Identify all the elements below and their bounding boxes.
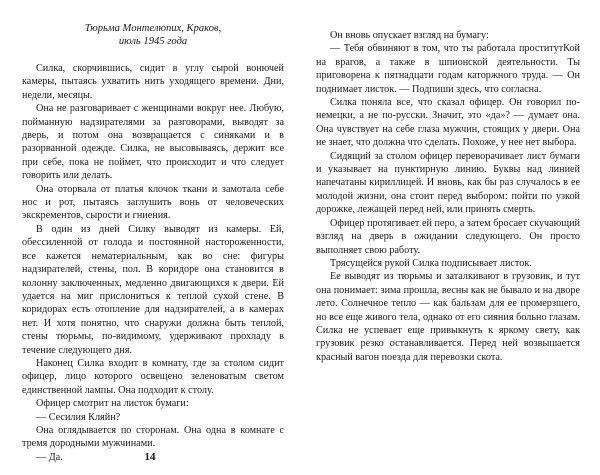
left-page-column [22,0,284,464]
paragraph: В один из дней Силку выводят из камеры. Ей, обессиленной от голода и постоянной настороженности, все кажется нематериальным, как во сне: фигуры надзирателей, стены, пол. В коридоре она становится в колонну заключенных, медленно двигающихся к двери. Ей удается на миг прислониться к теплой сухой стене. В коридорах есть отопление для надзирателей, а в камерах нет. И хотя понятно, что снаружи должна быть теплой, стены тюрьмы, по-видимому, удерживают прохладу в течение следующего дня. [22,223,284,356]
paragraph: Она не разговаривает с женщинами вокруг нее. Любую, пойманную надзирателями за разговорами, выводят за дверь, и потом она возвращается с синяками и в разорванной одежде. Силка, не высовываясь, держит все при себе, пока не поймет, что происходит и что следует говорить или делать. [22,103,284,182]
paragraph: Она оторвала от платья клочок ткани и замотала себе нос и рот, пытаясь заглушить вонь от человеческих экскрементов, сырости и гниения. [22,183,284,222]
heading-date: июль 1945 года [118,36,188,47]
paragraph: Ее выводят из тюрьмы и заталкивают в грузовик, и тут она понимает: зима прошла, весны как не бывало и на дворе лето. Солнечное тепло — как бальзам для ее промерзшего, но все еще живого тела, однако от его сияния больно глазам. Силка не успевает еще привыкнуть к яркому свету, как грузовик резко останавливается. Перед ней возвышается красный вагон поезда для перевозки скота. [316,271,580,363]
paragraph: Она оглядывается по сторонам. Она одна в комнате с тремя дородными мужчинами. [22,424,284,450]
paragraph: Офицер смотрит на листок бумаги: [36,398,189,410]
paragraph: Он вновь опускает взгляд на бумагу: [330,30,489,41]
heading-location: Тюрьма Монтелюпих, Краков, [84,23,222,34]
dialogue-line: — Да. [36,451,63,463]
chapter-heading [22,22,284,48]
paragraph: Силка, скорчившись, сидит в углу сырой вонючей камеры, пытаясь ухватить нить уходящего времени. Дни, недели, месяцы. [22,63,284,101]
right-page-column [316,0,580,364]
paragraph: Трясущейся рукой Силка подписывает листок. [330,257,532,269]
paragraph: Сидящий за столом офицер переворачивает лист бумаги и указывает на пунктирную линию. Буквы над линией напечатаны кириллицей. И вновь, как бы раз случалось в ее молодой жизни, она стоит перед выбором: пойти по узкой дорожке, лежащей перед ней, или принять смерть. [316,150,580,216]
paragraph: Офицер протягивает ей перо, а затем бросает скучающий взгляд на дверь в ожидании следующего. Он просто выполняет свою работу. [316,217,580,256]
page-number: 14 [144,451,156,463]
paragraph: Силка поняла все, что сказал офицер. Он говорил по-немецки, а не по-русски. Значит, это «да»? — думает она. Она чувствует на себе глаза мужчин, стоящих у двери. Она не знает, что должна что сделать. Похоже, у нее нет выбора. [316,97,580,149]
dialogue-line: — Сесилия Кляйн? [36,411,121,423]
paragraph: Наконец Силка входит в комнату, где за столом сидит офицер, лицо которого освещено зеленоватым светом единственной лампы. Она подходит к столу. [22,357,284,396]
dialogue-line: — Тебя обвиняют в том, что ты работала проститутКой на врагов, а также в шпионской деятельности. Ты приговорена к пятнадцати годам каторжного труда. — Он поднимает листок. — Подпиши здесь, что согласна. [316,43,580,95]
